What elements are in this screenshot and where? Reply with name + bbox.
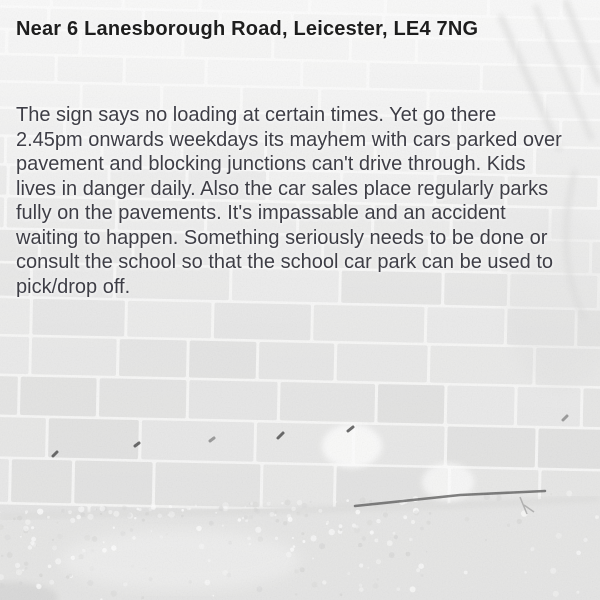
report-description: [16, 103, 586, 299]
description-line: consult the school so that the school car park can be used to: [16, 251, 553, 273]
description-line: fully on the pavements. It's impassable and an accident: [16, 202, 506, 224]
description-line: waiting to happen. Something seriously needs to be done or: [16, 226, 548, 249]
location-title: Near 6 Lanesborough Road, Leicester, LE4 7NG: [16, 18, 479, 40]
description-line: The sign says no loading at certain times. Yet go there: [16, 104, 497, 126]
description-line: pavement and blocking junctions can't drive through. Kids: [16, 153, 526, 175]
description-line: lives in danger daily. Also the car sales place regularly parks: [16, 177, 549, 200]
description-line: 2.45pm onwards weekdays its mayhem with cars parked over: [16, 128, 562, 151]
description-line: pick/drop off.: [16, 275, 131, 298]
